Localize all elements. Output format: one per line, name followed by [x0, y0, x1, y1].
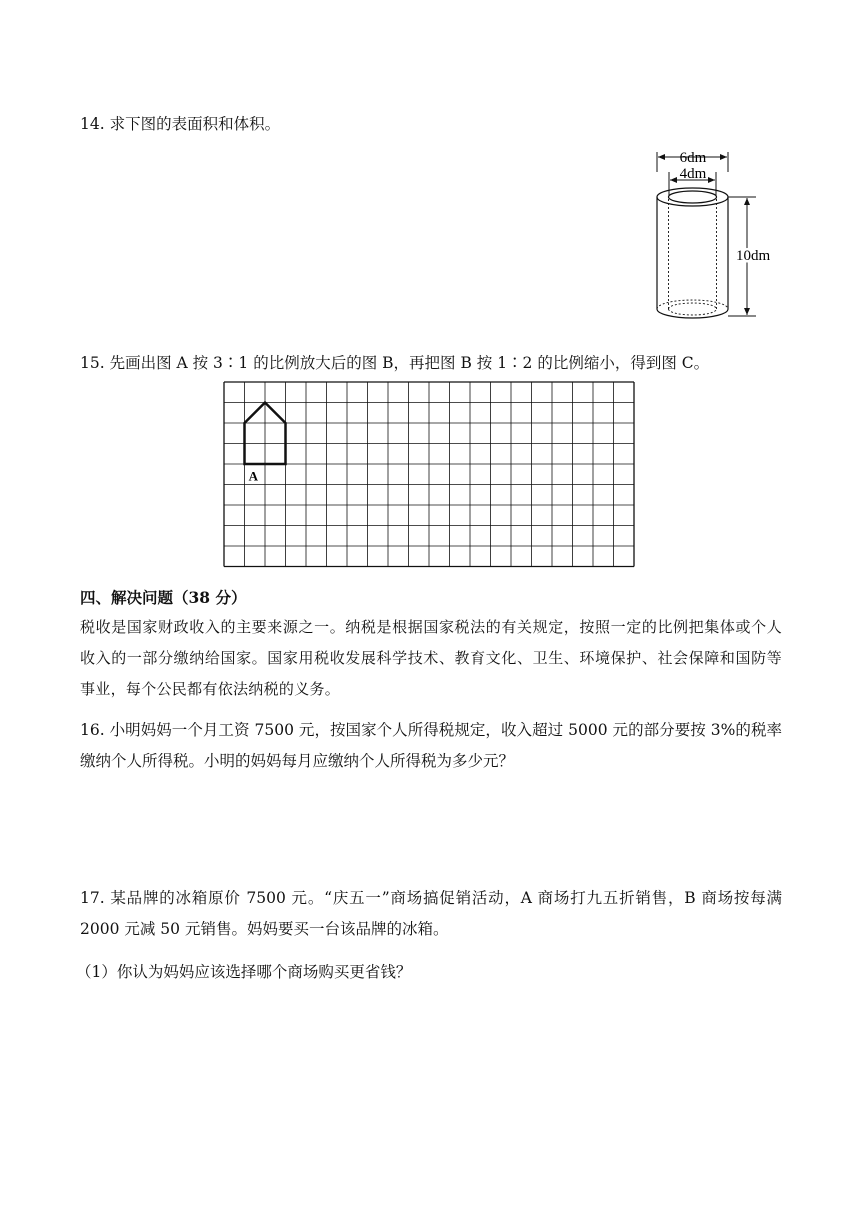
- grid-lines: [224, 382, 634, 567]
- outer-diameter-label: 6dm: [679, 150, 707, 166]
- question-17-text: 17. 某品牌的冰箱原价 7500 元。“庆五一”商场搞促销活动，A 商场打九五折销售，B 商场按每满 2000 元减 50 元销售。妈妈要买一台该品牌的冰箱。: [80, 889, 782, 938]
- shape-a-label: A: [248, 468, 258, 484]
- square-grid: [222, 380, 636, 570]
- question-14-text: 14. 求下图的表面积和体积。: [80, 115, 281, 133]
- tax-intro-paragraph: 税收是国家财政收入的主要来源之一。纳税是根据国家税法的有关规定，按照一定的比例把集体或个人收入的一部分缴纳给国家。国家用税收发展科学技术、教育文化、卫生、环境保护、社会保障和国防等事业，每个公民都有依法纳税的义务。: [80, 618, 782, 698]
- hollow-cylinder-figure: [648, 146, 790, 326]
- question-17-sub1: （1）你认为妈妈应该选择哪个商场购买更省钱？: [76, 963, 412, 981]
- question-15-text: 15. 先画出图 A 按 3∶1 的比例放大后的图 B，再把图 B 按 1∶2 的比例缩小，得到图 C。: [80, 354, 710, 372]
- height-label: 10dm: [736, 248, 771, 264]
- section-4-title: 四、解决问题（38 分）: [80, 588, 247, 607]
- inner-diameter-label: 4dm: [679, 166, 707, 182]
- question-16-text: 16. 小明妈妈一个月工资 7500 元，按国家个人所得税规定，收入超过 5000 元的部分要按 3%的税率缴纳个人所得税。小明的妈妈每月应缴纳个人所得税为多少元？: [80, 721, 782, 770]
